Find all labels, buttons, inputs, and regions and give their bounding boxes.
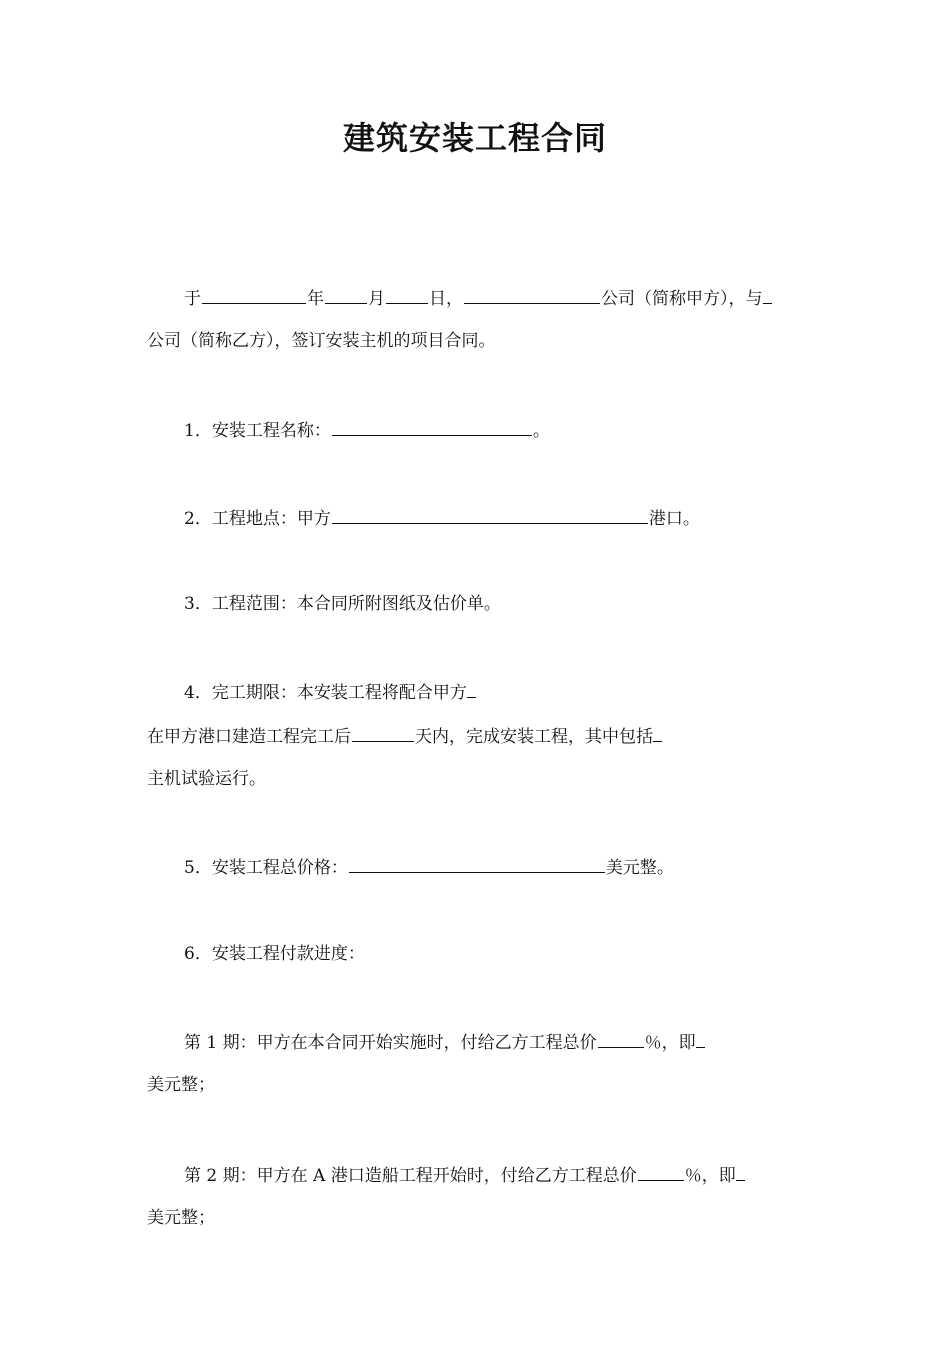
phase-1-text-a: 第 1 期：甲方在本合同开始实施时，付给乙方工程总价	[184, 1033, 597, 1053]
party-b-blank	[763, 283, 772, 304]
intro-line-1	[184, 283, 772, 313]
party-a-blank	[464, 283, 600, 304]
phase-1-line-1	[184, 1027, 705, 1057]
intro-day: 日，	[429, 289, 463, 309]
clause-4-line-2	[147, 721, 662, 751]
location-blank	[332, 503, 648, 524]
days-blank	[352, 721, 414, 742]
clause-4-text-1: 4．完工期限：本安装工程将配合甲方	[184, 683, 467, 703]
clause-3: 3．工程范围：本合同所附图纸及估价单。	[184, 594, 501, 614]
clause-4-blank-1	[467, 677, 476, 698]
clause-2	[184, 503, 700, 533]
phase-1-percent-blank	[598, 1027, 644, 1048]
clause-5-label: 5．安装工程总价格：	[184, 858, 348, 878]
clause-5	[184, 852, 674, 882]
phase-2-text-b: ％，即	[684, 1166, 736, 1186]
phase-1-line-2: 美元整；	[147, 1075, 215, 1095]
intro-line-2: 公司（简称乙方），签订安装主机的项目合同。	[147, 331, 496, 351]
year-blank	[202, 283, 306, 304]
intro-yu: 于	[184, 289, 201, 309]
clause-2-suffix: 港口。	[648, 509, 700, 529]
phase-1-text-b: ％，即	[644, 1033, 696, 1053]
project-name-blank	[332, 415, 532, 436]
clause-4-text-2a: 在甲方港口建造工程完工后	[147, 727, 351, 747]
clause-4-text-2b: 天内，完成安装工程，其中包括	[415, 727, 653, 747]
phase-2-line-1	[184, 1160, 745, 1190]
phase-2-amount-blank	[736, 1160, 745, 1181]
clause-2-label: 2．工程地点：甲方	[184, 509, 331, 529]
phase-2-percent-blank	[638, 1160, 684, 1181]
phase-2-text-a: 第 2 期：甲方在 A 港口造船工程开始时，付给乙方工程总价	[184, 1166, 637, 1186]
total-price-blank	[349, 852, 605, 873]
clause-6: 6．安装工程付款进度：	[184, 944, 365, 964]
clause-4-blank-2	[653, 721, 662, 742]
intro-year: 年	[307, 289, 324, 309]
clause-1-label: 1．安装工程名称：	[184, 421, 331, 441]
clause-4-line-1	[184, 677, 476, 707]
intro-party-a: 公司（简称甲方），与	[601, 289, 763, 309]
phase-1-amount-blank	[696, 1027, 705, 1048]
clause-1	[184, 415, 550, 445]
day-blank	[386, 283, 428, 304]
clause-4-line-3: 主机试验运行。	[147, 769, 266, 789]
document-title: 建筑安装工程合同	[342, 119, 607, 157]
clause-5-suffix: 美元整。	[605, 858, 674, 878]
clause-1-suffix: 。	[532, 421, 550, 441]
phase-2-line-2: 美元整；	[147, 1208, 215, 1228]
month-blank	[325, 283, 367, 304]
intro-month: 月	[368, 289, 385, 309]
